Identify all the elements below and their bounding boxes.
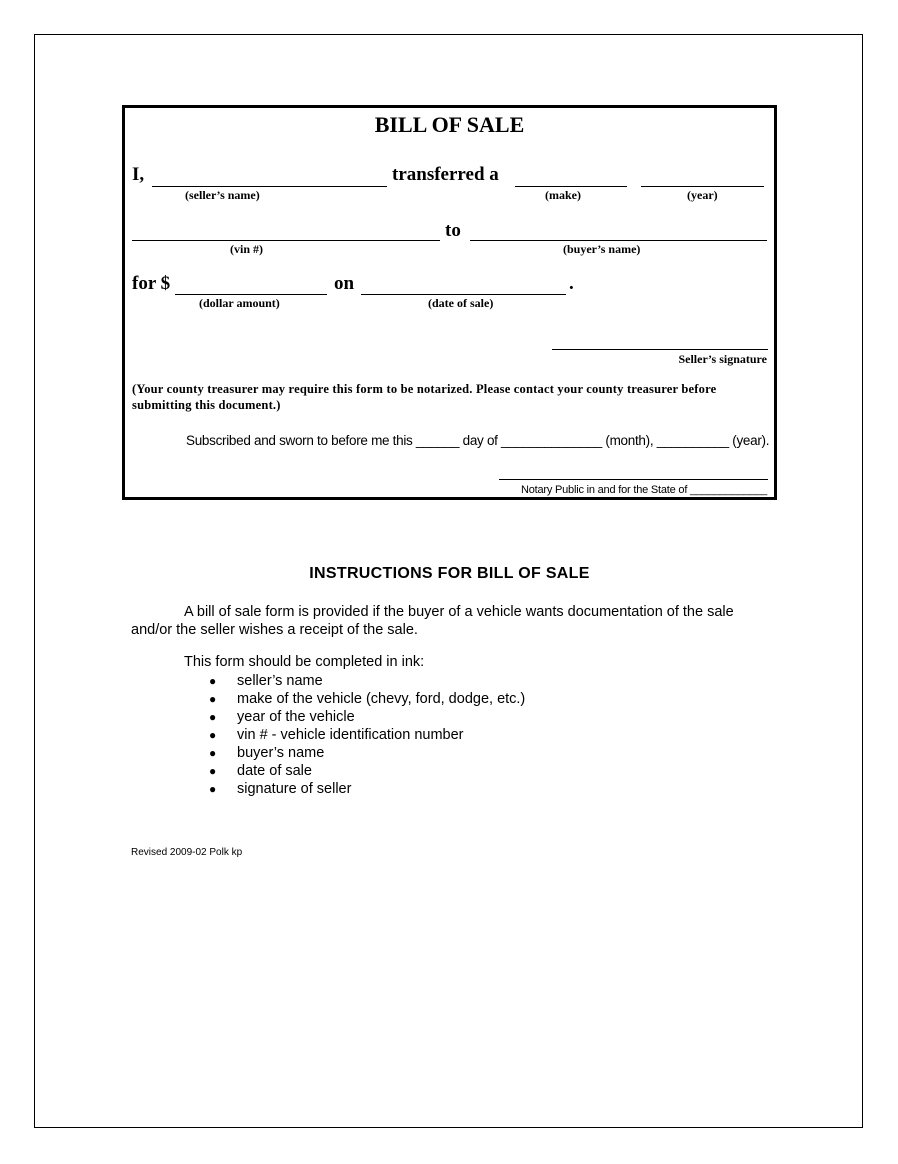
on-label: on: [334, 273, 355, 294]
seller-name-field[interactable]: [152, 186, 387, 187]
bullet-icon: ●: [209, 674, 217, 688]
paragraph-text: A bill of sale form is provided if the buyer of a vehicle wants documentation of the sale and/or the seller wishes a receipt of the sale.: [131, 604, 734, 638]
dollar-amount-field[interactable]: [175, 294, 327, 295]
list-item-text: make of the vehicle (chevy, ford, dodge, etc.): [237, 691, 526, 707]
list-item: [199, 762, 525, 780]
date-of-sale-field[interactable]: [361, 294, 566, 295]
bullet-icon: ●: [209, 746, 217, 760]
seller-name-caption: (seller’s name): [185, 188, 260, 202]
i-label: I,: [132, 164, 145, 185]
instructions-paragraph: [131, 603, 771, 639]
revision-note: Revised 2009-02 Polk kp: [131, 847, 243, 858]
notary-caption: Notary Public in and for the State of _____________: [520, 484, 767, 496]
year-field[interactable]: [641, 186, 764, 187]
list-item-text: buyer’s name: [237, 745, 325, 761]
list-item: [199, 672, 525, 690]
list-item-text: vin # - vehicle identification number: [237, 727, 464, 743]
bullet-icon: ●: [209, 728, 217, 742]
year-caption: (year): [687, 188, 718, 202]
make-caption: (make): [545, 188, 581, 202]
vin-caption: (vin #): [230, 242, 263, 256]
list-item: [199, 744, 525, 762]
dollar-amount-caption: (dollar amount): [199, 296, 280, 310]
list-item: [199, 690, 525, 708]
document-page: [34, 34, 863, 1128]
bill-of-sale-form: [122, 105, 777, 500]
to-label: to: [445, 220, 461, 241]
list-item-text: seller’s name: [237, 673, 323, 689]
notary-signature-field[interactable]: [499, 479, 768, 480]
for-label: for $: [132, 273, 171, 294]
date-of-sale-caption: (date of sale): [428, 296, 494, 310]
list-item-text: year of the vehicle: [237, 709, 355, 725]
sworn-statement: Subscribed and sworn to before me this ______ day of ______________ (month), __________ (year).: [186, 433, 770, 448]
list-item: [199, 726, 525, 744]
buyer-name-caption: (buyer’s name): [563, 242, 641, 256]
buyer-name-field[interactable]: [470, 240, 767, 241]
bullet-icon: ●: [209, 782, 217, 796]
instructions-lead: This form should be completed in ink:: [184, 654, 425, 670]
list-item: [199, 780, 525, 798]
transferred-label: transferred a: [392, 164, 499, 185]
notarize-note: (Your county treasurer may require this form to be notarized. Please contact your county treasurer before submitting this document.): [132, 382, 717, 412]
seller-signature-field[interactable]: [552, 349, 768, 350]
bullet-icon: ●: [209, 710, 217, 724]
instructions-list: [199, 672, 525, 798]
make-field[interactable]: [515, 186, 627, 187]
period: .: [569, 273, 574, 294]
bullet-icon: ●: [209, 764, 217, 778]
seller-signature-caption: Seller’s signature: [678, 352, 767, 366]
list-item: [199, 708, 525, 726]
bullet-icon: ●: [209, 692, 217, 706]
list-item-text: signature of seller: [237, 781, 352, 797]
instructions-title: INSTRUCTIONS FOR BILL OF SALE: [309, 565, 590, 582]
form-title: BILL OF SALE: [374, 112, 525, 137]
list-item-text: date of sale: [237, 763, 312, 779]
vin-field[interactable]: [132, 240, 440, 241]
